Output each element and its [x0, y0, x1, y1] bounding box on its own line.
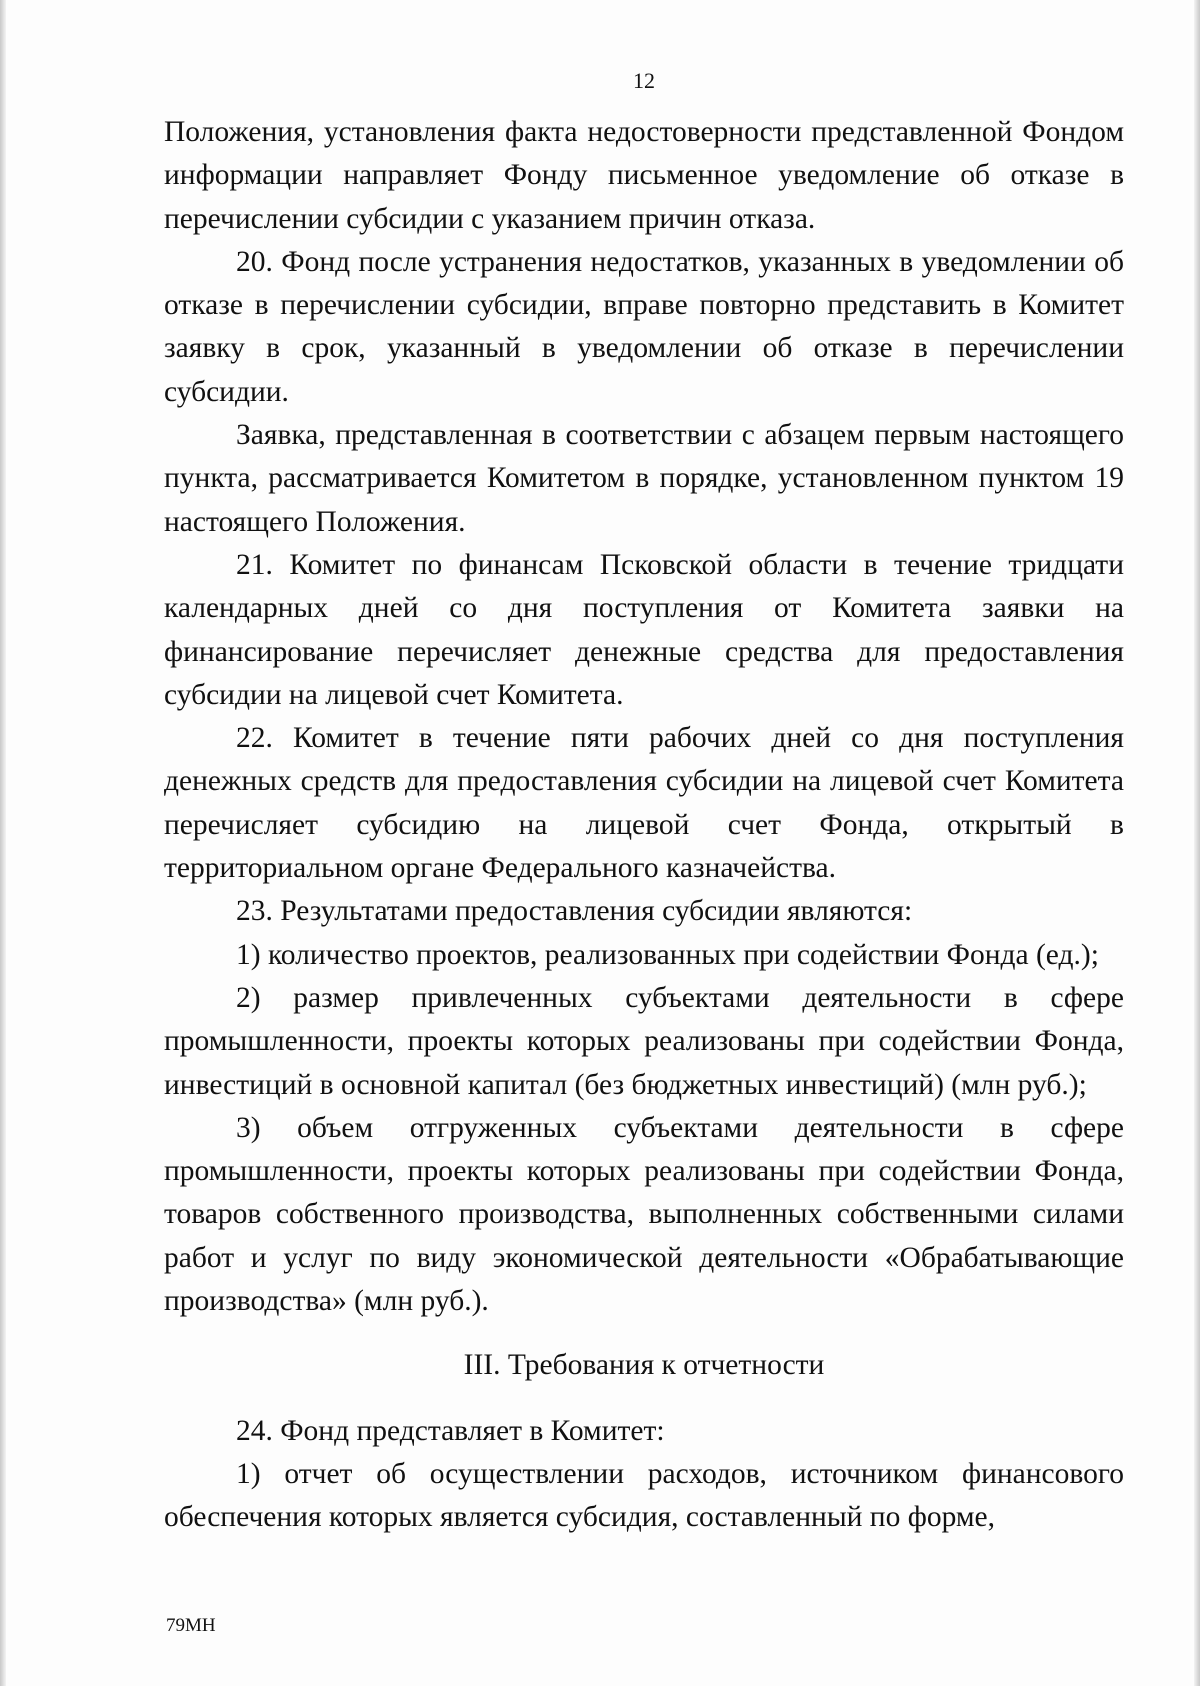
paragraph-item-24-1: 1) отчет об осуществлении расходов, источником финансового обеспечения которых является субсидия, составленный по форме,: [164, 1457, 1124, 1534]
paragraph-item-23-2: 2) размер привлеченных субъектами деятельности в сфере промышленности, проекты которых реализованы при содействии Фонда, инвестиций в основной капитал (без бюджетных инвестиций) (млн руб.);: [164, 981, 1124, 1101]
paragraph-item-24: 24. Фонд представляет в Комитет:: [236, 1414, 665, 1447]
paragraph-item-23-1: 1) количество проектов, реализованных при содействии Фонда (ед.);: [236, 938, 1099, 971]
paragraph-item-23-3: 3) объем отгруженных субъектами деятельности в сфере промышленности, проекты которых реализованы при содействии Фонда, товаров собственного производства, выполненных собственными силами работ и услуг по виду экономической деятельности «Обрабатывающие производства» (млн руб.).: [164, 1111, 1124, 1318]
paragraph-item-20-application: Заявка, представленная в соответствии с абзацем первым настоящего пункта, рассматривается Комитетом в порядке, установленном пунктом 19 настоящего Положения.: [164, 419, 1124, 538]
section-heading: III. Требования к отчетности: [463, 1349, 825, 1382]
document-body: [164, 111, 1124, 1540]
paragraph-item-23: 23. Результатами предоставления субсидии являются:: [236, 895, 913, 928]
paragraph-continuation: Положения, установления факта недостоверности представленной Фондом информации направляет Фонду письменное уведомление об отказе в перечислении субсидии с указанием причин отказа.: [164, 116, 1124, 235]
page-right-edge: [1194, 0, 1200, 1686]
paragraph-item-21: 21. Комитет по финансам Псковской области в течение тридцати календарных дней со дня поступления от Комитета заявки на финансирование перечисляет денежные средства для предоставления субсидии на лицевой счет Комитета.: [164, 548, 1124, 711]
document-footer-code: 79МН: [166, 1615, 216, 1636]
paragraph-item-22: 22. Комитет в течение пяти рабочих дней со дня поступления денежных средств для предоставления субсидии на лицевой счет Комитета перечисляет субсидию на лицевой счет Фонда, открытый в территориальном органе Федерального казначейства.: [164, 722, 1124, 885]
page-number: 12: [633, 68, 655, 93]
page-left-edge: [0, 0, 6, 1686]
paragraph-item-20: 20. Фонд после устранения недостатков, указанных в уведомлении об отказе в перечислении субсидии, вправе повторно представить в Комитет заявку в срок, указанный в уведомлении об отказе в перечислении субсидии.: [164, 245, 1124, 408]
